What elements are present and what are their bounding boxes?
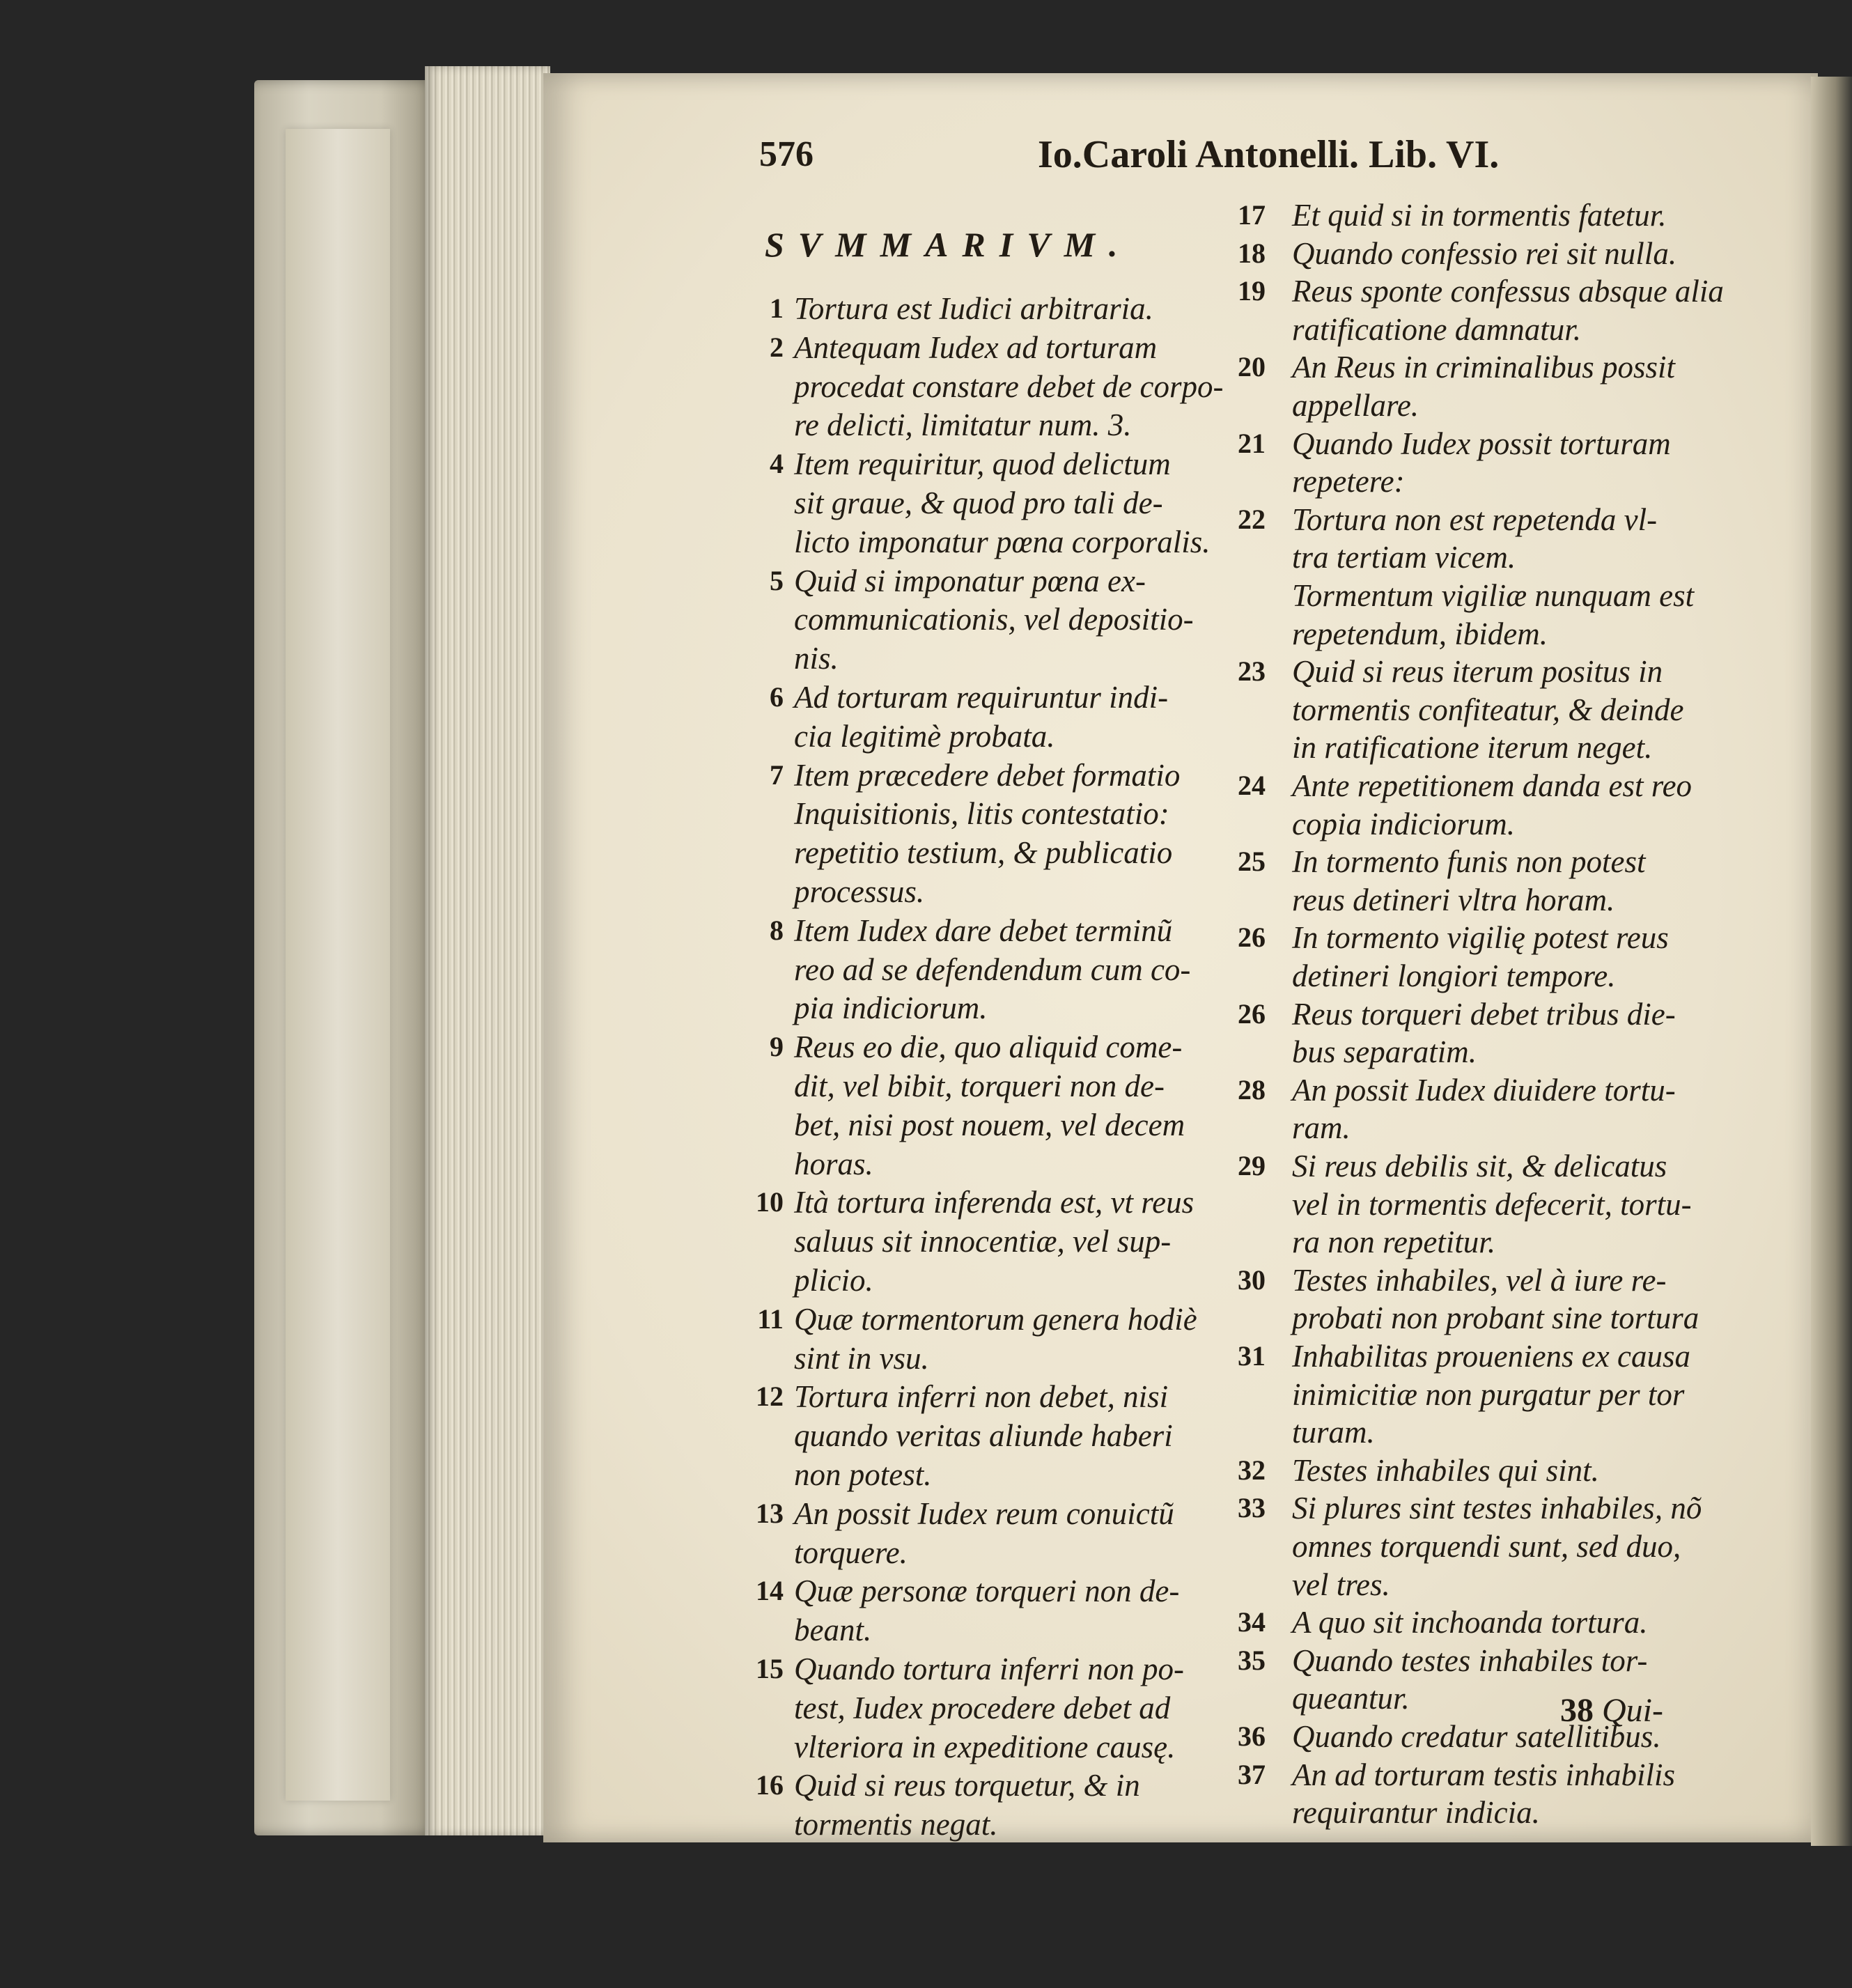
entry-line: sint in vsu. xyxy=(794,1340,929,1376)
entry-line: in ratificatione iterum neget. xyxy=(1292,730,1653,766)
entry-line: re delicti, limitatur num. 3. xyxy=(794,407,1132,443)
entry-number: 1 xyxy=(770,293,784,324)
entry-line: Ità tortura inferenda est, vt reus xyxy=(794,1185,1195,1220)
entry-number: 14 xyxy=(756,1575,784,1607)
running-head: Io.Caroli Antonelli. Lib. VI. xyxy=(1038,133,1500,176)
entry-line: pia indiciorum. xyxy=(794,991,988,1026)
entry-number: 19 xyxy=(1238,275,1266,307)
entry-line: tormentis negat. xyxy=(794,1807,998,1842)
entry-line: reus detineri vltra horam. xyxy=(1292,882,1615,917)
entry-number: 26 xyxy=(1238,997,1266,1030)
entry-line: turam. xyxy=(1292,1415,1375,1450)
entry-number: 26 xyxy=(1238,922,1266,954)
entry-line: Quid si reus torquetur, & in xyxy=(794,1768,1140,1803)
entry-line: Antequam Iudex ad torturam xyxy=(794,329,1158,365)
entry-number: 25 xyxy=(1238,846,1266,878)
entry-line: A quo sit inchoanda tortura. xyxy=(1292,1605,1648,1640)
entry-line: omnes torquendi sunt, sed duo, xyxy=(1292,1528,1681,1564)
entry-line: In tormento vigilię potest reus xyxy=(1292,920,1669,956)
entry-line: procedat constare debet de corpo- xyxy=(794,368,1224,404)
entry-line: Reus torqueri debet tribus die- xyxy=(1292,996,1676,1032)
entry-line: Si reus debilis sit, & delicatus xyxy=(1292,1149,1667,1183)
entry-line: beant. xyxy=(794,1613,872,1648)
entry-number: 15 xyxy=(756,1653,784,1684)
entry-line: appellare. xyxy=(1292,387,1419,423)
entry-line: Ante repetitionem danda est reo xyxy=(1292,768,1693,803)
entry-line: non potest. xyxy=(794,1457,932,1492)
entry-line: An ad torturam testis inhabilis xyxy=(1292,1757,1676,1792)
entry-line: tra tertiam vicem. xyxy=(1292,540,1516,575)
entry-number: 20 xyxy=(1238,351,1266,383)
entry-line: Et quid si in tormentis fatetur. xyxy=(1292,198,1667,233)
entry-line: Quid si reus iterum positus in xyxy=(1292,654,1663,690)
entry-line: Tortura est Iudici arbitraria. xyxy=(794,291,1153,326)
entry-line: Quando confessio rei sit nulla. xyxy=(1292,235,1677,271)
entry-line: repetendum, ibidem. xyxy=(1292,616,1548,651)
entry-line: dit, vel bibit, torqueri non de- xyxy=(794,1068,1165,1103)
entry-line: Reus eo die, quo aliquid come- xyxy=(794,1030,1183,1065)
entry-line: requirantur indicia. xyxy=(1292,1795,1540,1831)
entry-line: probati non probant sine tortura xyxy=(1292,1300,1699,1336)
entry-line: Tortura inferri non debet, nisi xyxy=(794,1379,1169,1415)
entry-number: 30 xyxy=(1238,1264,1266,1296)
book-cover-left xyxy=(254,80,435,1835)
entry-number: 6 xyxy=(770,681,784,713)
entry-number: 11 xyxy=(757,1303,784,1335)
page-number: 576 xyxy=(759,134,814,174)
entry-line: vel tres. xyxy=(1292,1567,1390,1602)
entry-line: Testes inhabiles, vel à iure re- xyxy=(1292,1262,1667,1298)
entry-line: communicationis, vel depositio- xyxy=(794,602,1194,637)
entry-line: ratificatione damnatur. xyxy=(1292,311,1581,347)
entry-number: 24 xyxy=(1238,770,1266,801)
entry-line: saluus sit innocentiæ, vel sup- xyxy=(794,1224,1172,1259)
entry-number: 10 xyxy=(756,1186,784,1218)
entry-line: Ad torturam requiruntur indi- xyxy=(794,680,1169,715)
entry-line: bet, nisi post nouem, vel decem xyxy=(794,1107,1185,1142)
entry-line: Item Iudex dare debet terminũ xyxy=(794,913,1173,948)
entry-line: An possit Iudex reum conuictũ xyxy=(794,1496,1174,1531)
entry-line: torquere. xyxy=(794,1535,908,1570)
catchword-number: 38 xyxy=(1560,1692,1594,1729)
entry-number: 7 xyxy=(770,759,784,791)
entry-line: copia indiciorum. xyxy=(1292,806,1515,841)
entry-line: quando veritas aliunde haberi xyxy=(794,1418,1173,1454)
entry-line: Testes inhabiles qui sint. xyxy=(1292,1452,1599,1488)
entry-line: repetitio testium, & publicatio xyxy=(794,835,1173,871)
entry-number: 29 xyxy=(1238,1150,1266,1181)
entry-line: Quando testes inhabiles tor- xyxy=(1292,1643,1648,1678)
entry-line: Quando credatur satellitibus. xyxy=(1292,1719,1661,1754)
facing-page-edge xyxy=(1811,77,1852,1846)
entry-line: detineri longiori tempore. xyxy=(1292,958,1616,993)
entry-line: processus. xyxy=(794,873,925,909)
entry-line: cia legitimè probata. xyxy=(794,718,1055,754)
entry-line: Tormentum vigiliæ nunquam est xyxy=(1292,578,1695,613)
entry-line: vlteriora in expeditione causę. xyxy=(794,1729,1176,1764)
summary-heading: SVMMARIVM. xyxy=(765,225,1132,264)
entry-number: 28 xyxy=(1238,1073,1266,1105)
entry-number: 16 xyxy=(756,1769,784,1801)
entry-line: Quando tortura inferri non po- xyxy=(794,1652,1185,1686)
entry-number: 36 xyxy=(1238,1721,1266,1752)
entry-line: repetere: xyxy=(1292,464,1405,499)
entry-number: 8 xyxy=(770,914,784,946)
entry-line: Reus sponte confessus absque alia xyxy=(1292,274,1724,309)
entry-line: An Reus in criminalibus possit xyxy=(1292,350,1675,385)
catchword-text: Qui- xyxy=(1602,1692,1663,1729)
entry-line: Si plures sint testes inhabiles, nõ xyxy=(1292,1491,1702,1526)
entry-number: 33 xyxy=(1238,1492,1266,1524)
entry-line: bus separatim. xyxy=(1292,1034,1477,1070)
entry-line: tormentis confiteatur, & deinde xyxy=(1292,692,1684,727)
entry-number: 34 xyxy=(1238,1606,1266,1638)
entry-number: 2 xyxy=(770,331,784,363)
entry-number: 23 xyxy=(1238,655,1266,688)
entry-line: inimicitiæ non purgatur per tor xyxy=(1292,1376,1685,1412)
entry-number: 4 xyxy=(770,448,784,480)
entry-number: 21 xyxy=(1238,427,1266,459)
entry-number: 18 xyxy=(1238,237,1266,269)
entry-number: 17 xyxy=(1238,199,1266,231)
entry-line: horas. xyxy=(794,1146,873,1181)
entry-line: test, Iudex procedere debet ad xyxy=(794,1690,1171,1725)
entry-line: vel in tormentis defecerit, tortu- xyxy=(1292,1186,1692,1222)
entry-number: 22 xyxy=(1238,503,1266,535)
entry-line: Inquisitionis, litis contestatio: xyxy=(794,796,1169,832)
entry-line: plicio. xyxy=(794,1262,873,1298)
entry-line: Item præcedere debet formatio xyxy=(794,757,1181,793)
entry-line: Item requiritur, quod delictum xyxy=(794,446,1171,482)
entry-line: Quid si imponatur pœna ex- xyxy=(794,563,1146,598)
entry-line: reo ad se defendendum cum co- xyxy=(794,952,1191,987)
entry-number: 9 xyxy=(770,1031,784,1063)
entry-line: Quæ personæ torqueri non de- xyxy=(794,1574,1180,1609)
entry-line: Inhabilitas proueniens ex causa xyxy=(1292,1339,1690,1374)
page-edges xyxy=(425,66,550,1835)
entry-line: nis. xyxy=(794,641,839,676)
catchword xyxy=(1560,1691,1663,1730)
entry-number: 31 xyxy=(1238,1340,1266,1372)
entry-line: Quando Iudex possit torturam xyxy=(1292,426,1671,461)
entry-line: licto imponatur pœna corporalis. xyxy=(794,524,1211,559)
entry-number: 37 xyxy=(1238,1758,1266,1790)
entry-number: 13 xyxy=(756,1497,784,1529)
entry-number: 5 xyxy=(770,564,784,596)
entry-line: queantur. xyxy=(1292,1681,1410,1716)
entry-number: 12 xyxy=(756,1381,784,1413)
entry-line: In tormento funis non potest xyxy=(1292,844,1646,880)
entry-line: Tortura non est repetenda vl- xyxy=(1292,502,1658,537)
entry-line: ra non repetitur. xyxy=(1292,1225,1496,1260)
entry-line: An possit Iudex diuidere tortu- xyxy=(1292,1072,1676,1108)
entry-line: sit graue, & quod pro tali de- xyxy=(794,485,1163,520)
entry-number: 35 xyxy=(1238,1644,1266,1676)
entry-line: ram. xyxy=(1292,1110,1351,1146)
spine-lining xyxy=(286,129,390,1801)
entry-number: 32 xyxy=(1238,1454,1266,1486)
entry-line: Quæ tormentorum genera hodiè xyxy=(794,1301,1197,1337)
